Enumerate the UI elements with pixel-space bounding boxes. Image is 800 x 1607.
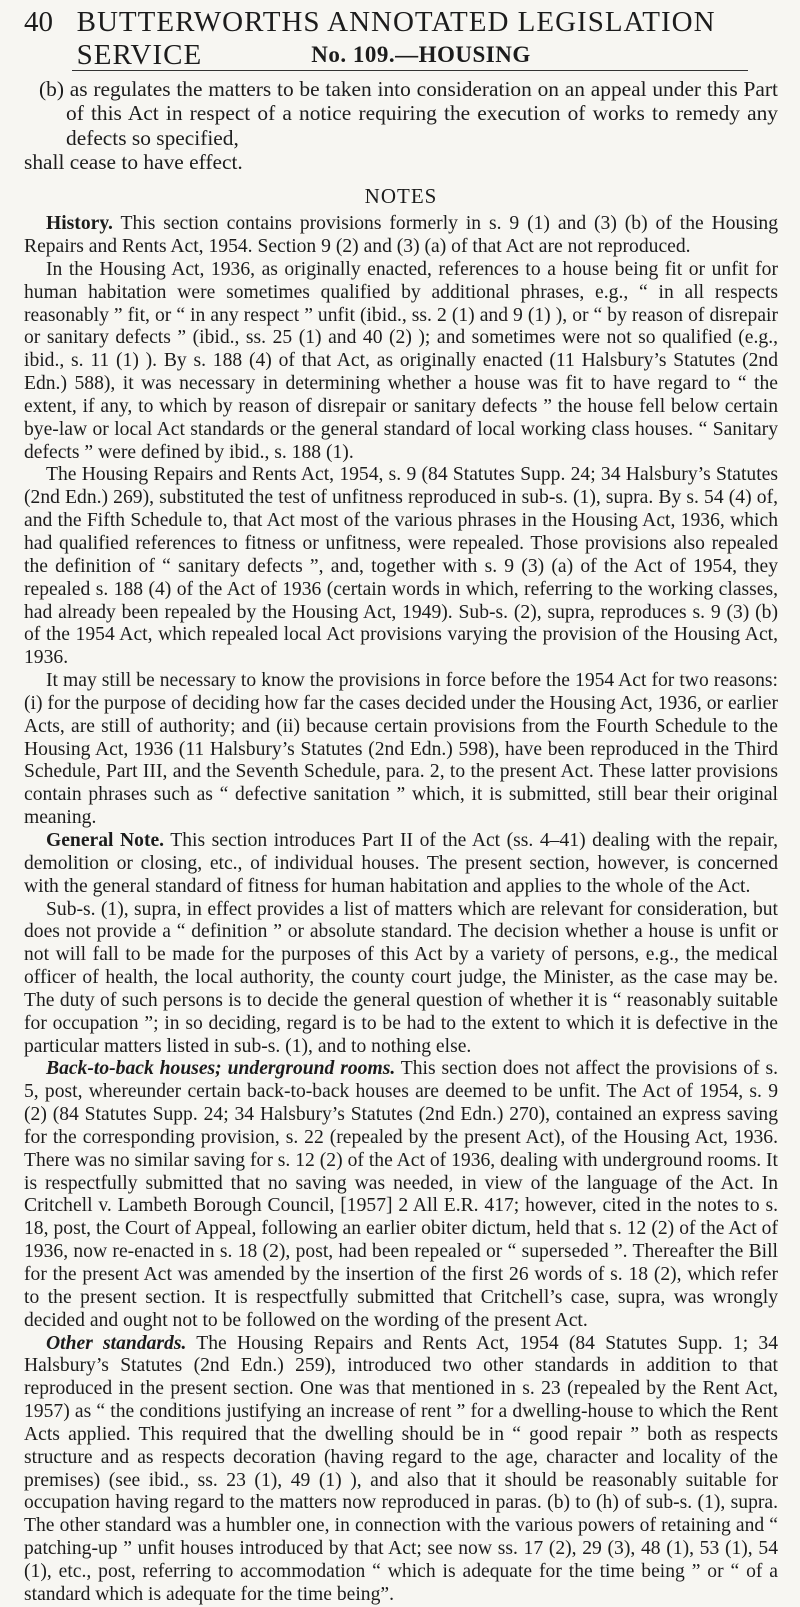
note-text: In the Housing Act, 1936, as originally enacted, references to a house being fit or unfit for human habitation were sometimes qualified by additional phrases, e.g., “ in all respects reasonably ” fit, or “ in any respect ” unfit (ibid., ss. 2 (1) and 9 (1) ), or “ by reason of disrepair or sanitary defects ” (ibid., ss. 25 (1) and 40 (2) ); and sometimes were not so qualified (e.g., ibid., s. 11 (1) ). By s. 188 (4) of that Act, as originally enacted (11 Halsbury’s Statutes (2nd Edn.) 588), it was necessary in determining whether a house was fit to have regard to “ the extent, if any, to which by reason of disrepair or sanitary defects ” the house fell below certain bye-law or local Act standards or the general standard of local working class houses. “ Sanitary defects ” were defined by ibid., s. 188 (1). bbox=[24, 258, 778, 463]
closing-words: shall cease to have effect. bbox=[24, 149, 243, 174]
note-lead-heading: Back-to-back houses; underground rooms. bbox=[46, 1058, 396, 1080]
act-title: No. 109.—HOUSING bbox=[311, 42, 531, 67]
note-lead-heading: Other standards. bbox=[46, 1332, 187, 1354]
note-text: Sub-s. (1), supra, in effect provides a list of matters which are relevant for consideration, but does not provide a “ definition ” or absolute standard. The decision whether a house is unfit or not will fall to be made for the purposes of this Act by a variety of persons, e.g., the medical officer of health, the local authority, the county court judge, the Minister, as the case may be. The duty of such persons is to decide the general question of whether it is “ reasonably suitable for occupation ”; in so deciding, regard is to be had to the extent to which it is defective in the particular matters listed in sub-s. (1), and to nothing else. bbox=[24, 898, 778, 1057]
note-paragraph bbox=[24, 899, 778, 1059]
note-paragraph bbox=[24, 1333, 778, 1607]
section-text bbox=[24, 77, 778, 174]
note-text: It may still be necessary to know the provisions in force before the 1954 Act for two reasons: (i) for the purpose of deciding how far the cases decided under the Housing Act, 1936, or earlier Acts, are still of authority; and (ii) because certain provisions from the Fourth Schedule to the Housing Act, 1936 (11 Halsbury’s Statutes (2nd Edn.) 598), have been reproduced in the Third Schedule, Part III, and the Seventh Schedule, para. 2, to the present Act. These latter provisions contain phrases such as “ defective sanitation ” which, it is submitted, still bear their original meaning. bbox=[24, 670, 778, 829]
note-paragraph bbox=[24, 830, 778, 899]
note-paragraph bbox=[24, 1058, 778, 1332]
note-text: The Housing Repairs and Rents Act, 1954, s. 9 (84 Statutes Supp. 24; 34 Halsbury’s Statutes (2nd Edn.) 269), substituted the test of unfitness reproduced in sub-s. (1), supra. By s. 54 (4) of, and the Fifth Schedule to, that Act most of the various phrases in the Housing Act, 1936, which had qualified references to fitness or unfitness, were repealed. Those provisions also repealed the definition of “ sanitary defects ”, and, together with s. 9 (3) (a) of the Act of 1954, they repealed s. 188 (4) of the Act of 1936 (certain words in which, referring to the working classes, had already been repealed by the Housing Act, 1949). Sub-s. (2), supra, reproduces s. 9 (3) (b) of the 1954 Act, which repealed local Act provisions varying the provision of the Housing Act, 1936. bbox=[24, 464, 778, 669]
note-lead-heading: General Note. bbox=[46, 829, 165, 851]
notes-heading: NOTES bbox=[364, 184, 438, 209]
note-text: This section contains provisions formerly in s. 9 (1) and (3) (b) of the Housing Repairs and Rents Act, 1954. Section 9 (2) and (3) (a) of that Act are not reproduced. bbox=[24, 213, 778, 258]
note-lead-heading: History. bbox=[46, 213, 113, 235]
page-number: 40 bbox=[24, 6, 53, 38]
note-paragraph bbox=[24, 670, 778, 830]
note-text: This section does not affect the provisions of s. 5, post, whereunder certain back-to-back houses are deemed to be unfit. The Act of 1954, s. 9 (2) (84 Statutes Supp. 24; 34 Halsbury’s Statutes (2nd Edn.) 270), contained an express saving for the corresponding provision, s. 22 (repealed by the present Act), of the Housing Act, 1936. There was no similar saving for s. 12 (2) of the Act of 1936, dealing with underground rooms. It is respectfully submitted that no saving was needed, in view of the language of the Act. In Critchell v. Lambeth Borough Council, [1957] 2 All E.R. 417; however, cited in the notes to s. 18, post, the Court of Appeal, following an earlier obiter dictum, held that s. 12 (2) of the Act of 1936, now re-enacted in s. 18 (2), post, had been repealed or “ superseded ”. Thereafter the Bill for the present Act was amended by the insertion of the first 26 words of s. 18 (2), which refer to the present section. It is respectfully submitted that Critchell’s case, supra, was wrongly decided and ought not to be followed on the wording of the present Act. bbox=[24, 1058, 778, 1331]
notes-body bbox=[24, 213, 778, 1606]
subparagraph-b: (b) as regulates the matters to be taken into consideration on an appeal under this Part of this Act in respect of a notice requiring the execution of works to remedy any defects so specified, bbox=[39, 77, 778, 150]
note-text: This section introduces Part II of the Act (ss. 4–41) dealing with the repair, demolition or closing, etc., of individual houses. The present section, however, is concerned with the general standard of fitness for human habitation and applies to the whole of the Act. bbox=[24, 829, 779, 897]
series-title: BUTTERWORTHS ANNOTATED LEGISLATION SERVICE bbox=[76, 6, 716, 71]
note-text: The Housing Repairs and Rents Act, 1954 (84 Statutes Supp. 1; 34 Halsbury’s Statutes (2nd Edn.) 259), introduced two other standards in addition to that reproduced in the present section. One was that mentioned in s. 23 (repealed by the Rent Act, 1957) as “ the conditions justifying an increase of rent ” for a dwelling-house to which the Rent Acts applied. This required that the dwelling should be in “ good repair ” both as respects structure and as respects decoration (having regard to the age, character and locality of the premises) (see ibid., ss. 23 (1), 49 (1) ), and also that it should be reasonably suitable for occupation having regard to the matters now reproduced in paras. (b) to (h) of sub-s. (1), supra. The other standard was a humbler one, in connection with the various powers of retaining and “ patching-up ” unfit houses introduced by that Act; see now ss. 17 (2), 29 (3), 48 (1), 53 (1), 54 (1), etc., post, referring to accommodation “ which is adequate for the time being ” or “ of a standard which is adequate for the time being”. bbox=[24, 1332, 778, 1605]
note-paragraph bbox=[24, 213, 778, 259]
note-paragraph bbox=[24, 259, 778, 465]
note-paragraph bbox=[24, 464, 778, 670]
